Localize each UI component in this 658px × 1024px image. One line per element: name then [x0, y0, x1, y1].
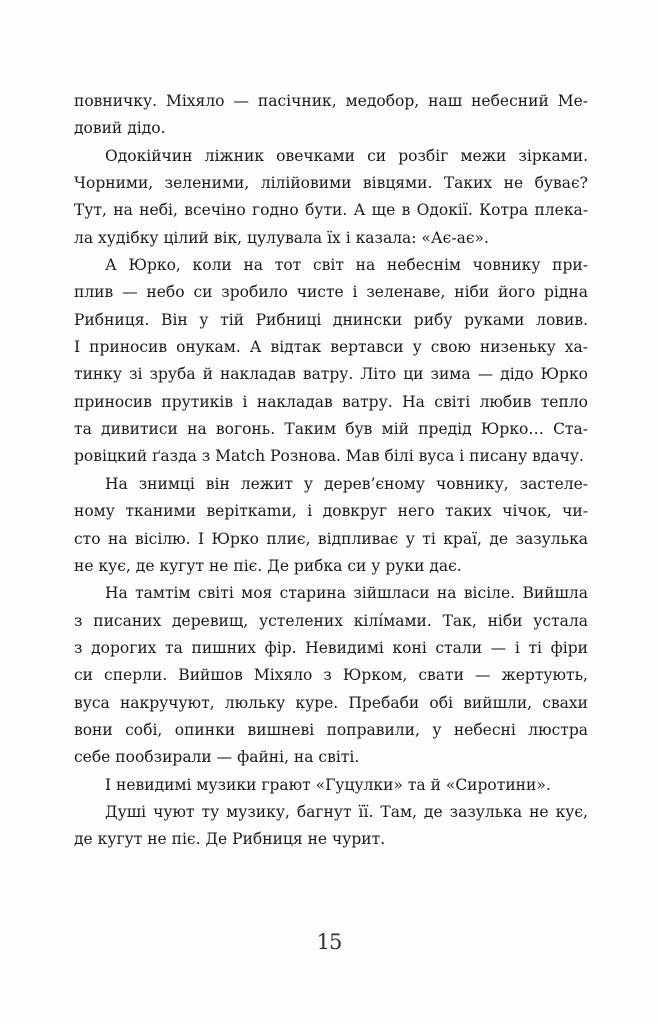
text-line: ла худібку цілий вік, цулувала їх і казала: «Ає-ає». [74, 228, 489, 247]
text-line: не кує, де кугут не піє. Де рибка си у руки дає. [74, 556, 462, 575]
text-line: довий дідо. [74, 119, 166, 138]
text-line: І приносив онукам. А відтак вертавси у свою низеньку ха- [74, 338, 588, 357]
body-text [74, 88, 588, 854]
text-line: з писаних деревищ, устелених кілі́мами. Так, ніби устала [74, 611, 588, 630]
text-line: ровіцкий ґазда з Match Рознова. Мав білі вуса і писану вдачу. [74, 447, 584, 466]
text-line: ному тканими веріткаmи, і довкруг него таких чічок, чи- [74, 502, 588, 521]
page-number: 15 [316, 930, 342, 954]
text-line: вони собі, опинки вишневі поправили, у небесні люстра [74, 720, 588, 739]
text-line: Тут, на небі, всечіно годно бути. А ще в Одокії. Котра плека- [74, 201, 588, 220]
text-line: тинку зі зруба й накладав ватру. Літо ци зима — дідо Юрко [74, 365, 588, 384]
text-line: повничку. Міхяло — пасічник, медобор, наш небесний Ме- [74, 92, 588, 110]
text-line: На знимці він лежит у дерев’єному човнику, застеле- [105, 474, 588, 493]
text-line: А Юрко, коли на тот світ на небеснім човнику при- [105, 256, 588, 275]
text-line: Душі чуют ту музику, багнут її. Там, де зазулька не кує, [105, 802, 588, 821]
text-line: сто на вісілю. І Юрко плиє, відпливає у ті краї, де зазулька [74, 529, 588, 548]
text-line: На тамтім світі моя старина зійшласи на вісіле. Вийшла [105, 584, 588, 603]
text-line: Чорними, зеленими, лілійовими вівцями. Таких не буває? [74, 174, 588, 193]
text-line: Рибниця. Він у тій Рибниці днински рибу руками ловив. [74, 310, 588, 329]
text-line: себе пообзирали — файні, на світі. [74, 748, 360, 767]
text-line: з дорогих та пишних фір. Невидимі коні стали — і ті фіри [74, 638, 588, 657]
text-line: приносив прутиків і накладав ватру. На світі любив тепло [74, 392, 588, 411]
text-line: вуса накручуют, люльку куре. Пребаби обі вийшли, свахи [74, 693, 588, 712]
text-line: плив — небо си зробило чисте і зеленаве, ніби його рідна [74, 283, 588, 302]
text-line: та дивитиси на вогонь. Таким був мій предід Юрко… Ста- [74, 420, 588, 439]
text-line: де кугут не піє. Де Рибниця не чурит. [74, 830, 386, 849]
text-line: І невидимі музики грают «Гуцулки» та й «Сиротини». [105, 775, 551, 794]
text-line: Одокійчин ліжник овечками си розбіг межи зірками. [105, 146, 588, 165]
text-line: си сперли. Вийшов Міхяло з Юрком, свати — жертують, [74, 666, 588, 685]
